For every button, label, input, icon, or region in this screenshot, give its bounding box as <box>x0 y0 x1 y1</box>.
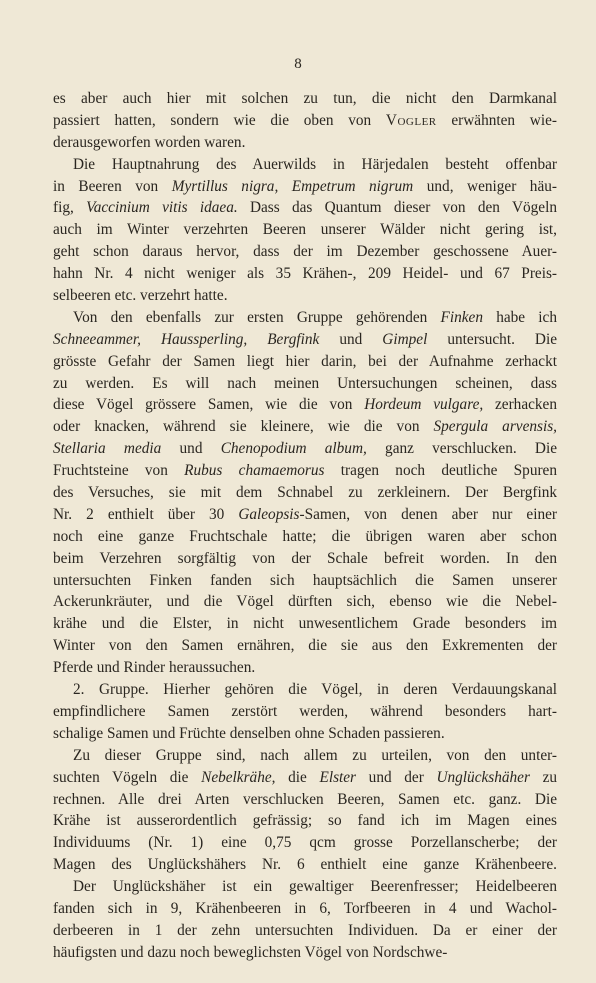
text-line <box>53 789 557 811</box>
page-number: 8 <box>294 56 302 72</box>
text-line <box>53 745 557 767</box>
text-line <box>53 307 557 329</box>
text-segment: passiert hatten, sondern wie die oben von <box>53 111 386 129</box>
italic-term: Finken <box>440 308 483 326</box>
text-segment: Magen des Unglückshähers Nr. 6 enthielt eine ganze Krähenbeere. <box>53 856 557 874</box>
text-segment: tragen noch deutliche Spuren <box>324 462 557 480</box>
text-segment: 2. Gruppe. Hierher gehören die Vögel, in deren Verdauungskanal <box>73 681 557 699</box>
text-segment: ganz verschlucken. Die <box>366 440 557 458</box>
italic-term: Vaccinium vitis idaea. <box>86 199 238 217</box>
text-line <box>53 898 557 920</box>
text-segment: zerhacken <box>483 396 557 414</box>
text-segment: derbeeren in 1 der zehn untersuchten Individuen. Da er einer der <box>53 921 557 939</box>
text-segment: fig, <box>53 199 87 217</box>
text-segment: selbeeren etc. verzehrt hatte. <box>53 287 228 305</box>
italic-term: Myrtillus nigra, Empetrum nigrum <box>171 177 414 195</box>
text-segment: geht schon daraus hervor, dass der im Dezember geschossene Auer- <box>53 243 557 261</box>
italic-term: Schneeammer, Haussperling, Bergfink <box>53 330 320 348</box>
text-segment: Ackerunkräuter, und die Vögel dürften sich, ebenso wie die Nebel- <box>53 593 557 611</box>
text-segment: und <box>161 440 221 458</box>
text-line <box>53 110 557 132</box>
text-segment: erwähnten wie- <box>436 111 557 129</box>
text-line <box>53 657 557 679</box>
text-line <box>53 438 557 460</box>
text-segment: fanden sich in 9, Krähenbeeren in 6, Torfbeeren in 4 und Wachol- <box>53 899 557 917</box>
text-line <box>53 373 557 395</box>
text-segment: Fruchtsteine von <box>53 462 185 480</box>
text-line <box>53 176 557 198</box>
text-segment: derausgeworfen worden waren. <box>53 133 246 151</box>
text-segment: Krähe ist ausserordentlich gefrässig; so fand ich im Magen eines <box>53 812 557 830</box>
italic-term: Stellaria media <box>53 440 162 458</box>
text-segment: des Versuches, sie mit dem Schnabel zu zerkleinern. Der Bergfink <box>53 484 557 502</box>
text-segment: rechnen. Alle drei Arten verschlucken Beeren, Samen etc. ganz. Die <box>53 790 557 808</box>
italic-term: Chenopodium album, <box>220 440 367 458</box>
text-segment: diese Vögel grössere Samen, wie die von <box>53 396 365 414</box>
text-line <box>53 854 557 876</box>
text-line <box>53 394 557 416</box>
italic-term: Unglückshäher <box>436 768 530 786</box>
text-segment: suchten Vögeln die <box>53 768 202 786</box>
text-line <box>53 701 557 723</box>
author-name: Vogler <box>385 111 437 129</box>
text-line <box>53 263 557 285</box>
text-line <box>53 241 557 263</box>
text-line <box>53 329 557 351</box>
text-segment: Dass das Quantum dieser von den Vögeln <box>237 199 557 217</box>
text-line <box>53 504 557 526</box>
italic-term: Elster <box>319 768 357 786</box>
text-line <box>53 219 557 241</box>
text-line <box>53 723 557 745</box>
italic-term: Gimpel <box>382 330 428 348</box>
text-segment: noch eine ganze Fruchtschale hatte; die übrigen waren aber schon <box>53 527 557 545</box>
body-text <box>53 88 557 964</box>
text-segment: Winter von den Samen ernähren, die sie aus den Exkrementen der <box>53 637 557 655</box>
text-segment: -Samen, von denen aber nur einer <box>299 505 557 523</box>
text-line <box>53 942 557 964</box>
italic-term: Galeopsis <box>238 505 300 523</box>
text-segment: Die Hauptnahrung des Auerwilds in Härjedalen besteht offenbar <box>73 155 557 173</box>
text-line <box>53 460 557 482</box>
text-segment: beim Verzehren sorgfältig von der Schale befreit worden. In den <box>53 549 557 567</box>
text-line <box>53 679 557 701</box>
text-segment: Der Unglückshäher ist ein gewaltiger Beerenfresser; Heidelbeeren <box>73 878 557 896</box>
text-line <box>53 832 557 854</box>
text-line <box>53 591 557 613</box>
text-line <box>53 132 557 154</box>
text-line <box>53 920 557 942</box>
text-segment: habe ich <box>482 308 557 326</box>
text-line <box>53 570 557 592</box>
text-line <box>53 548 557 570</box>
text-segment: Von den ebenfalls zur ersten Gruppe gehörenden <box>73 308 441 326</box>
text-segment: auch im Winter verzehrten Beeren unserer Wälder nicht gering ist, <box>53 221 557 239</box>
text-segment: schalige Samen und Früchte denselben ohne Schaden passieren. <box>53 724 445 742</box>
text-line <box>53 526 557 548</box>
text-segment: Pferde und Rinder heraussuchen. <box>53 659 256 677</box>
text-line <box>53 197 557 219</box>
text-segment: untersucht. Die <box>427 330 557 348</box>
text-segment: und, weniger häu- <box>413 177 557 195</box>
text-line <box>53 810 557 832</box>
text-line <box>53 416 557 438</box>
text-segment: es aber auch hier mit solchen zu tun, die nicht den Darmkanal <box>53 90 557 107</box>
text-segment: Individuums (Nr. 1) eine 0,75 qcm grosse Porzellanscherbe; der <box>53 834 557 852</box>
text-line <box>53 482 557 504</box>
text-line <box>53 876 557 898</box>
italic-term: Spergula arvensis, <box>433 418 557 436</box>
text-segment: oder knacken, während sie kleinere, wie die von <box>53 418 434 436</box>
text-segment: zu werden. Es will nach meinen Untersuchungen scheinen, dass <box>53 374 557 392</box>
text-line <box>53 613 557 635</box>
text-line <box>53 635 557 657</box>
text-line <box>53 88 557 110</box>
text-segment: und der <box>356 768 437 786</box>
text-segment: untersuchten Finken fanden sich hauptsächlich die Samen unserer <box>53 571 557 589</box>
text-segment: Nr. 2 enthielt über 30 <box>53 505 239 523</box>
italic-term: Rubus chamaemorus <box>184 462 325 480</box>
italic-term: Nebelkrähe, <box>201 768 276 786</box>
text-line <box>53 351 557 373</box>
text-segment: und <box>319 330 383 348</box>
text-line <box>53 154 557 176</box>
text-segment: krähe und die Elster, in nicht unwesentlichem Grade besonders im <box>53 615 557 633</box>
text-line <box>53 285 557 307</box>
text-line <box>53 767 557 789</box>
text-segment: die <box>275 768 320 786</box>
text-segment: empfindlichere Samen zerstört werden, während besonders hart- <box>53 702 557 720</box>
text-segment: zu <box>529 768 558 786</box>
text-segment: Zu dieser Gruppe sind, nach allem zu urteilen, von den unter- <box>73 746 557 764</box>
text-segment: grösste Gefahr der Samen liegt hier darin, bei der Aufnahme zerhackt <box>53 352 557 370</box>
text-segment: in Beeren von <box>53 177 172 195</box>
text-segment: häufigsten und dazu noch beweglichsten Vögel von Nordschwe- <box>53 943 448 961</box>
text-segment: hahn Nr. 4 nicht weniger als 35 Krähen-, 209 Heidel- und 67 Preis- <box>53 265 557 283</box>
italic-term: Hordeum vulgare, <box>364 396 484 414</box>
